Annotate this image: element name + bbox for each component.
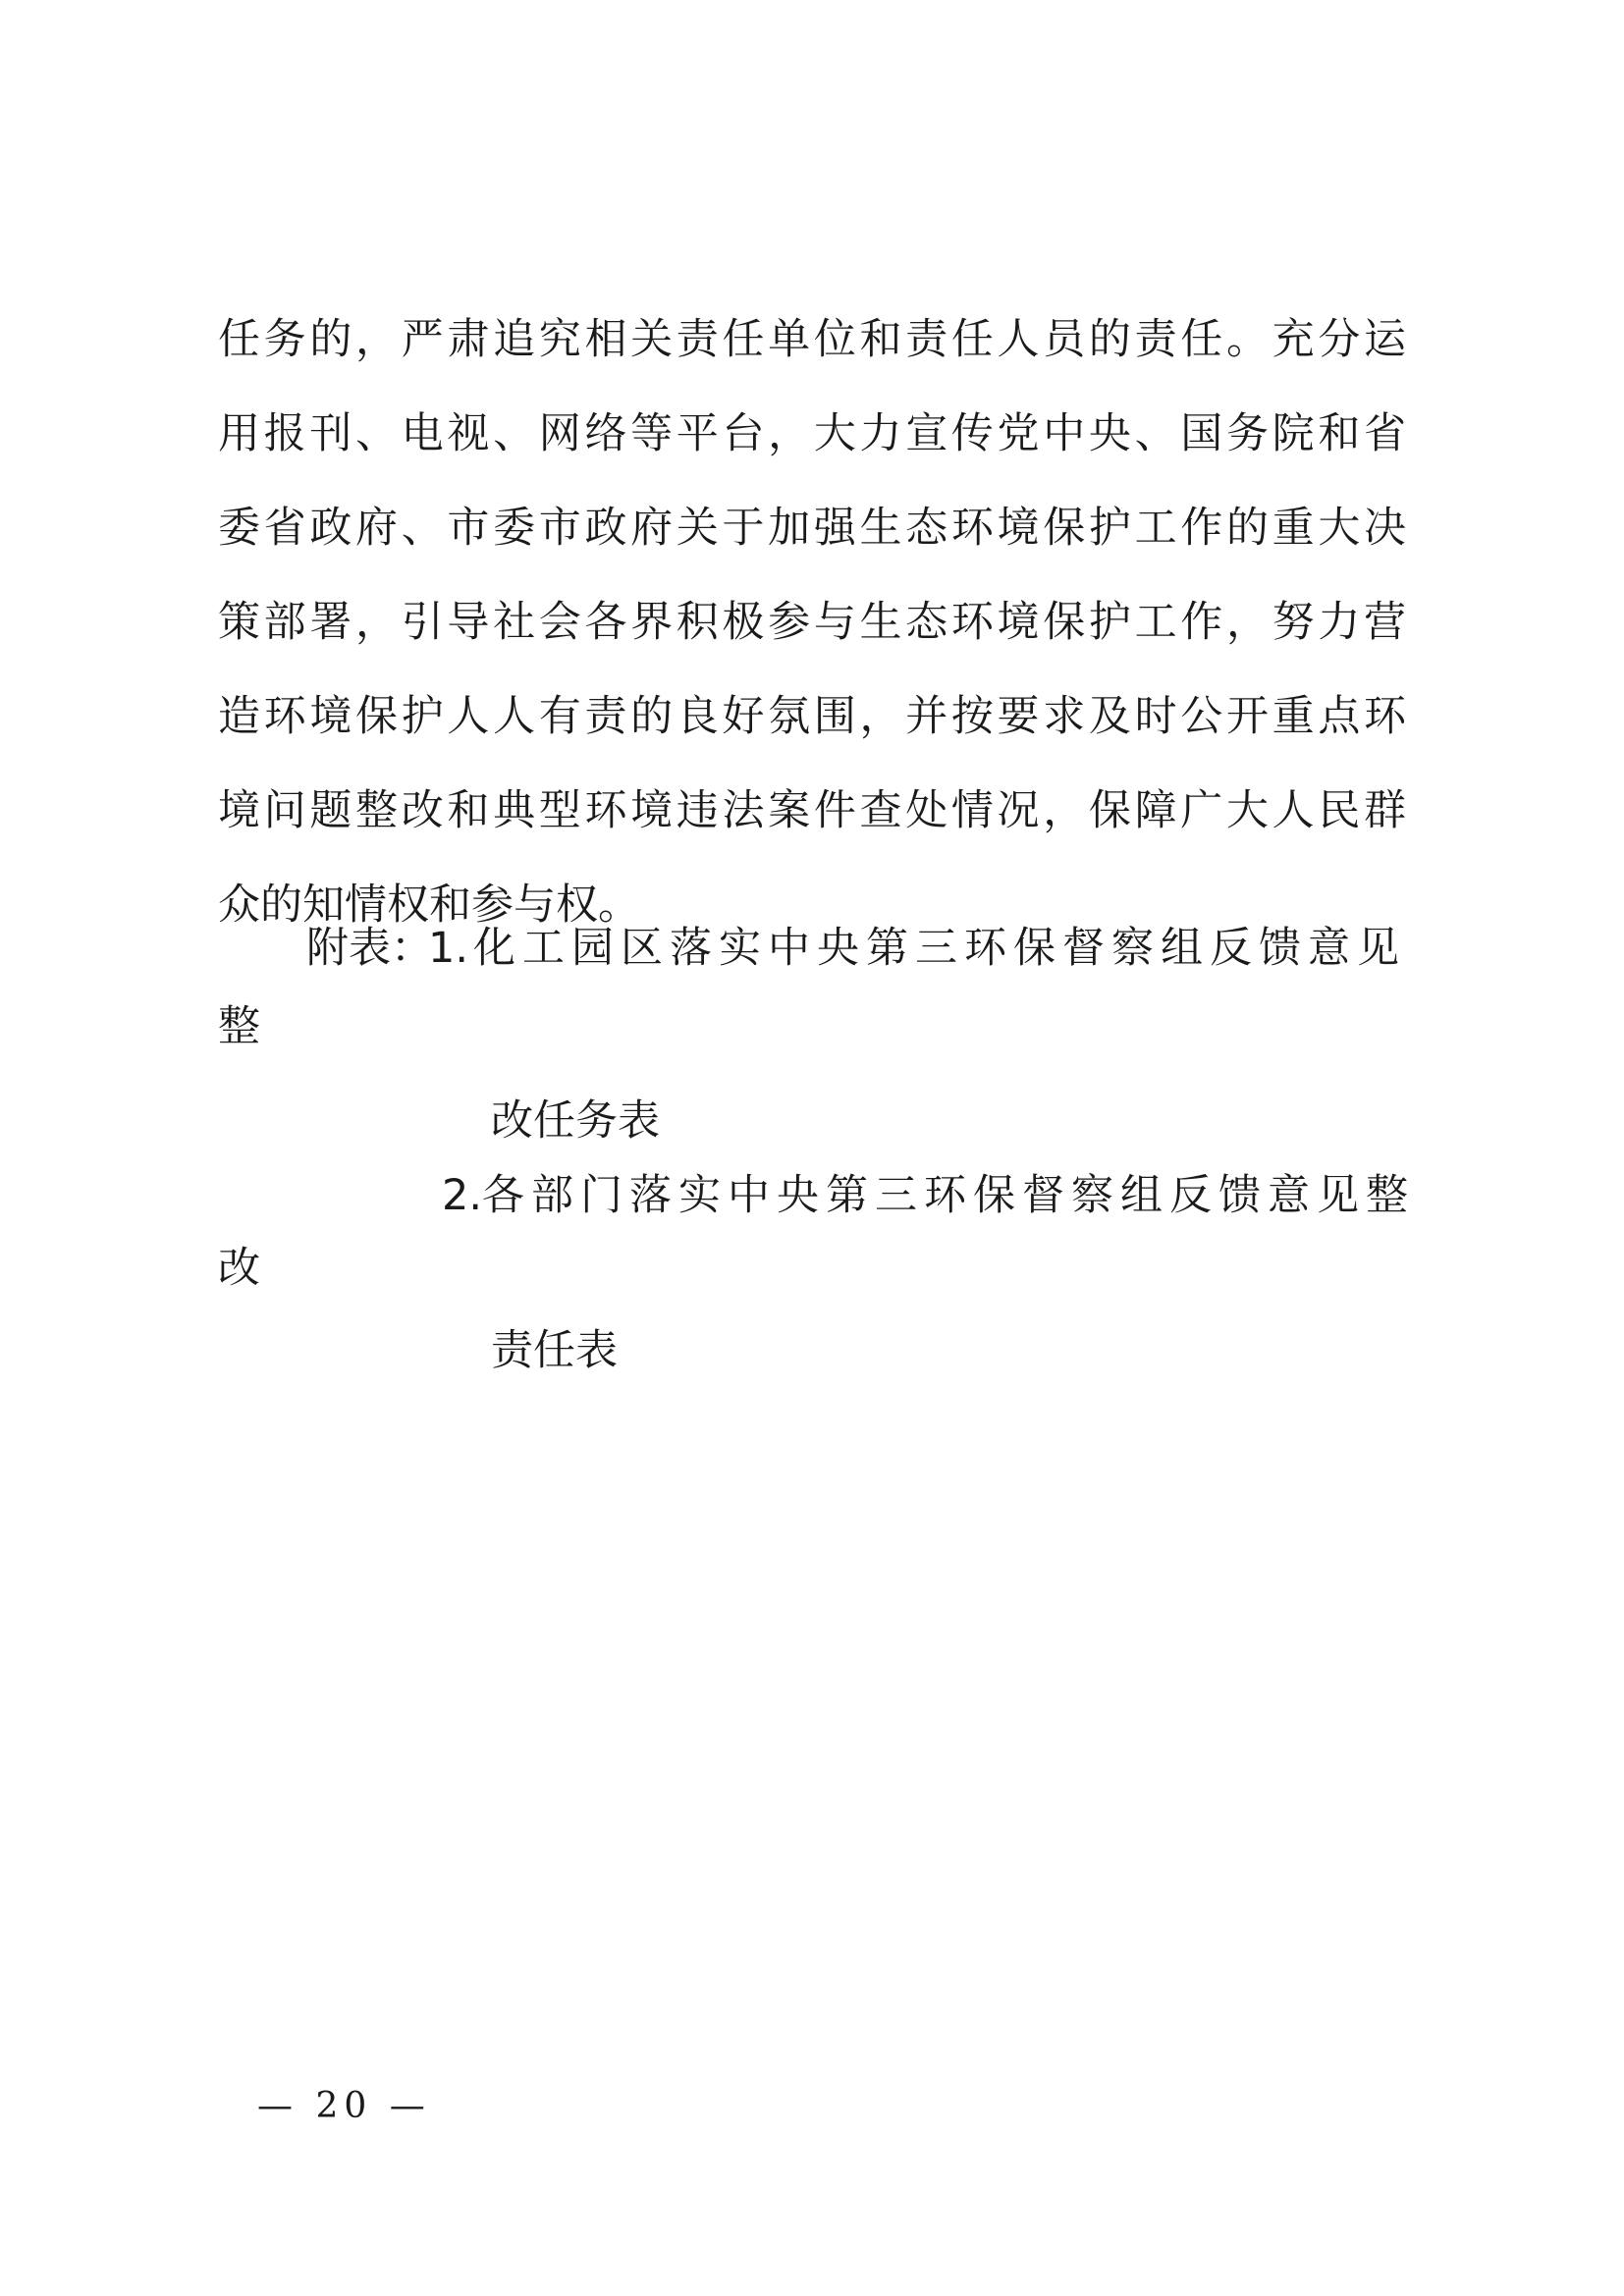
attachment-2-title-line3: 责任表 bbox=[491, 1326, 618, 1375]
paragraph-line-2: 用报刊、电视、网络等平台，大力宣传党中央、国务院和省 bbox=[218, 409, 1406, 458]
body-paragraph bbox=[218, 304, 1406, 964]
paragraph-line-3: 委省政府、市委市政府关于加强生态环境保护工作的重大决 bbox=[218, 504, 1406, 553]
attachment-2-number: 2. bbox=[442, 1171, 483, 1220]
attachment-item-2 bbox=[442, 1160, 1416, 1231]
paragraph-line-6: 境问题整改和典型环境违法案件查处情况，保障广大人民群 bbox=[218, 786, 1406, 835]
attachments-label: 附表： bbox=[306, 924, 433, 973]
attachment-2-title-line1: 各部门落实中央第三环保督察组反馈意见整 bbox=[482, 1171, 1416, 1220]
paragraph-line-4: 策部署，引导社会各界积极参与生态环境保护工作，努力营 bbox=[218, 598, 1406, 647]
paragraph-line-5: 造环境保护人人有责的良好氛围，并按要求及时公开重点环 bbox=[218, 692, 1406, 741]
attachment-1-title-line1: 化工园区落实中央第三环保督察组反馈意见 bbox=[473, 924, 1406, 973]
attachment-1-title-line2: 整 bbox=[218, 1002, 260, 1051]
attachment-1-title-line3: 改任务表 bbox=[491, 1096, 660, 1146]
attachment-item-1 bbox=[218, 913, 1406, 984]
attachment-2-title-line2: 改 bbox=[218, 1244, 260, 1293]
page-number: — 20 — bbox=[257, 2086, 431, 2126]
paragraph-line-7: 众的知情权和参与权。 bbox=[218, 881, 640, 930]
attachment-1-number: 1. bbox=[427, 924, 469, 973]
paragraph-line-1: 任务的，严肃追究相关责任单位和责任人员的责任。充分运 bbox=[218, 315, 1406, 364]
